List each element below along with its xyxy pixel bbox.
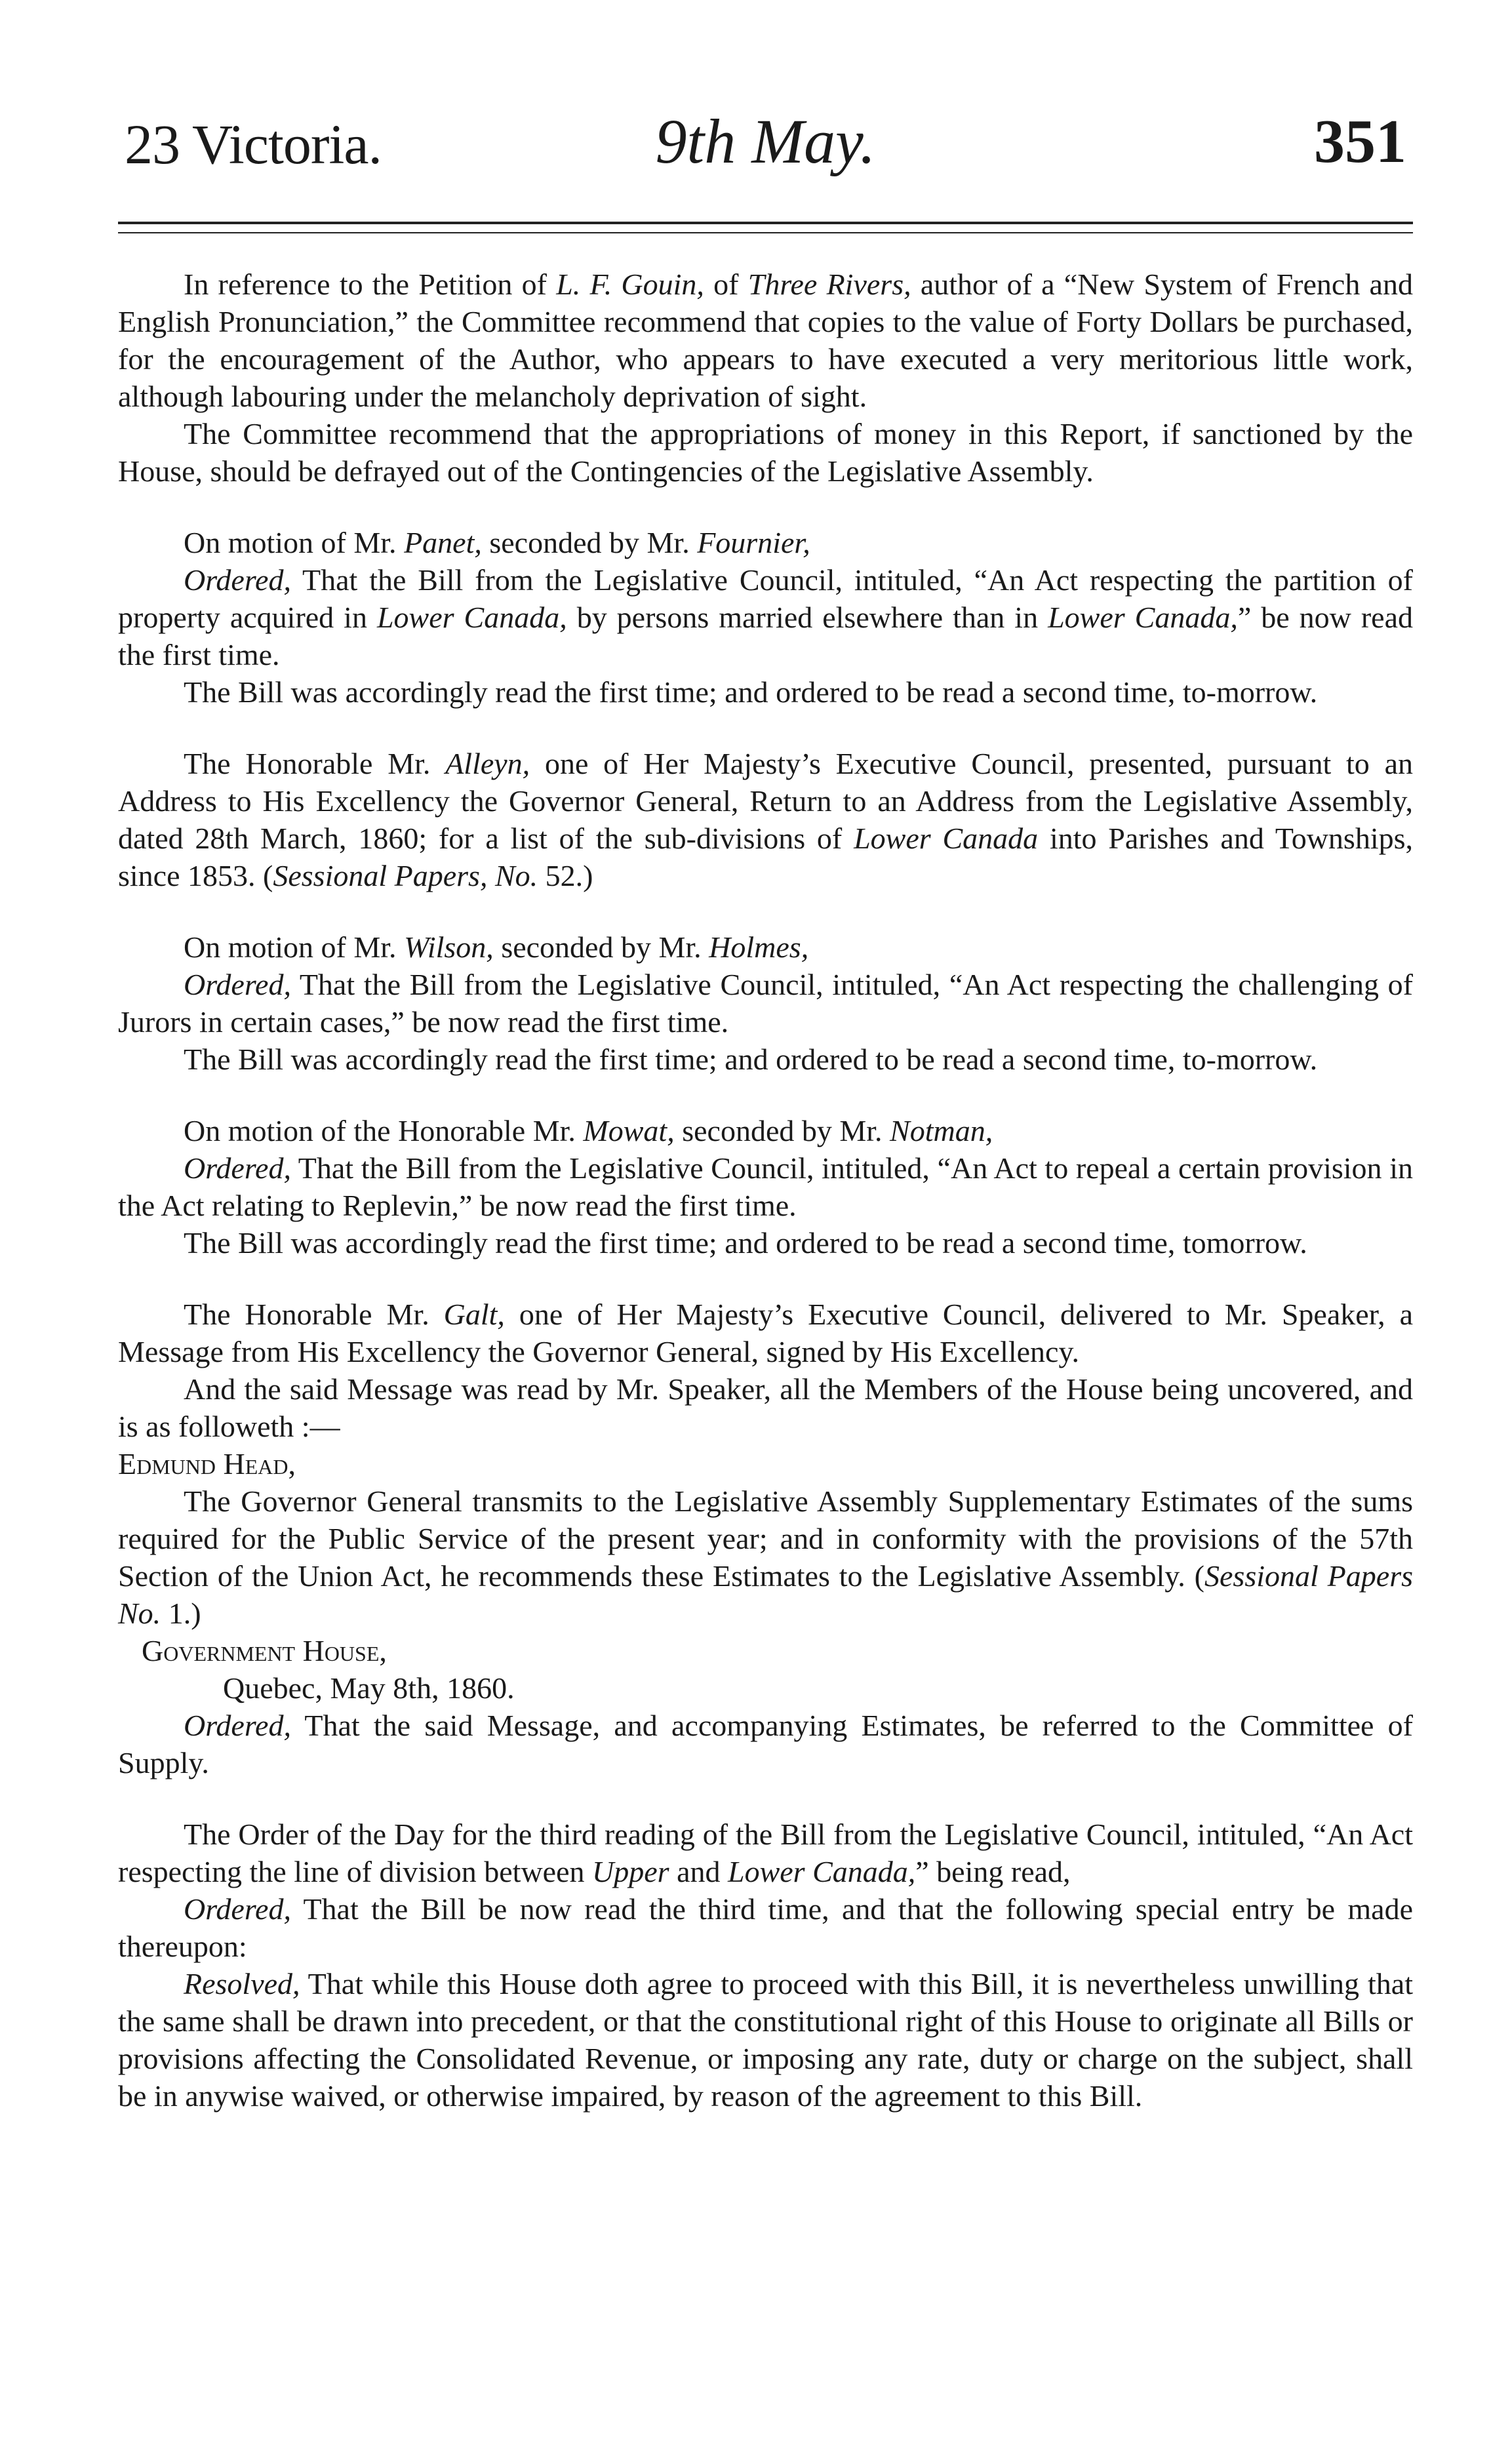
paragraph-supplementary-estimates: The Governor General transmits to the Legislative Assembly Supplementary Estimates of the sums required for the Public Service of the present year; and in conformity with the provisions of the 57th Section of the Union Act, he recommends these Estimates to the Legislative Assembly. (Sessional Papers No. 1.) xyxy=(118,1484,1413,1630)
paragraph-motion-wilson: On motion of Mr. Wilson, seconded by Mr. Holmes, xyxy=(184,930,809,964)
paragraph-resolved: Resolved, That while this House doth agree to proceed with this Bill, it is nevertheless unwilling that the same shall be drawn into precedent, or that the constitutional right of this House to originate all Bills or provisions affecting the Consolidated Revenue, or imposing any rate, duty or charge on the subject, shall be in anywise waived, or otherwise impaired, by reason of the agreement to this Bill. xyxy=(118,1967,1413,2113)
paragraph-appropriations: The Committee recommend that the appropriations of money in this Report, if sanctioned by the House, should be defrayed out of the Contingencies of the Legislative Assembly. xyxy=(118,417,1413,488)
paragraph-bill-read-2: The Bill was accordingly read the first time; and ordered to be read a second time, to-morrow. xyxy=(184,1043,1318,1076)
header-rule-thin xyxy=(118,232,1413,233)
paragraph-order-of-day: The Order of the Day for the third reading of the Bill from the Legislative Council, intituled, “An Act respecting the line of division between Upper and Lower Canada,” being read, xyxy=(118,1818,1413,1888)
paragraph-ordered-replevin: Ordered, That the Bill from the Legislative Council, intituled, “An Act to repeal a certain provision in the Act relating to Replevin,” be now read the first time. xyxy=(118,1151,1413,1222)
journal-body xyxy=(118,266,1413,2115)
paragraph-motion-mowat: On motion of the Honorable Mr. Mowat, seconded by Mr. Notman, xyxy=(184,1114,993,1147)
government-house: Government House, xyxy=(142,1634,387,1667)
page-header xyxy=(118,98,1413,203)
quebec-date: Quebec, May 8th, 1860. xyxy=(223,1671,515,1705)
paragraph-ordered-third-reading: Ordered, That the Bill be now read the third time, and that the following special entry be made thereupon: xyxy=(118,1892,1413,1963)
paragraph-ordered-supply: Ordered, That the said Message, and accompanying Estimates, be referred to the Committee of Supply. xyxy=(118,1709,1413,1779)
paragraph-gouin-petition: In reference to the Petition of L. F. Gouin, of Three Rivers, author of a “New System of French and English Pronunciation,” the Committee recommend that copies to the value of Forty Dollars be purchased, for the encouragement of the Author, who appears to have executed a very meritorious little work, although labouring under the melancholy deprivation of sight. xyxy=(118,268,1413,413)
paragraph-alleyn-return: The Honorable Mr. Alleyn, one of Her Majesty’s Executive Council, presented, pursuant to an Address to His Excellency the Governor General, Return to an Address from the Legislative Assembly, dated 28th March, 1860; for a list of the sub-divisions of Lower Canada into Parishes and Townships, since 1853. (Sessional Papers, No. 52.) xyxy=(118,747,1414,892)
paragraph-bill-read-3: The Bill was accordingly read the first time; and ordered to be read a second time, tomorrow. xyxy=(184,1226,1307,1260)
date-heading: 9th May. xyxy=(655,106,876,176)
paragraph-galt-message: The Honorable Mr. Galt, one of Her Majesty’s Executive Council, delivered to Mr. Speaker, a Message from His Excellency the Governor General, signed by His Excellency. xyxy=(118,1298,1413,1368)
regnal-year: 23 Victoria. xyxy=(125,113,382,176)
paragraph-bill-read-1: The Bill was accordingly read the first time; and ordered to be read a second time, to-morrow. xyxy=(184,675,1318,709)
paragraph-ordered-jurors: Ordered, That the Bill from the Legislative Council, intituled, “An Act respecting the challenging of Jurors in certain cases,” be now read the first time. xyxy=(118,968,1413,1039)
signature-edmund-head: Edmund Head, xyxy=(118,1447,296,1480)
journal-page xyxy=(118,98,1414,2113)
page-number: 351 xyxy=(1314,108,1406,176)
paragraph-motion-panet: On motion of Mr. Panet, seconded by Mr. Fournier, xyxy=(184,526,810,559)
header-rule-thick xyxy=(118,222,1413,224)
paragraph-message-read: And the said Message was read by Mr. Speaker, all the Members of the House being uncovered, and is as followeth :— xyxy=(118,1372,1413,1443)
paragraph-ordered-partition: Ordered, That the Bill from the Legislative Council, intituled, “An Act respecting the partition of property acquired in Lower Canada, by persons married elsewhere than in Lower Canada,” be now read the first time. xyxy=(118,563,1414,671)
